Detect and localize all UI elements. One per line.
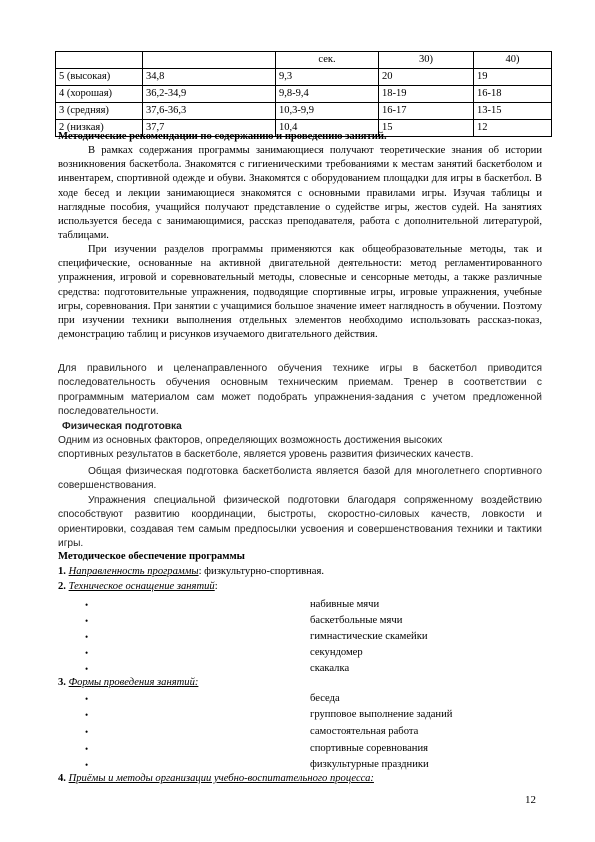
table-cell: 19 bbox=[474, 69, 552, 86]
section-2 bbox=[58, 580, 218, 594]
section-label: Техническое оснащение занятий bbox=[68, 581, 215, 592]
paragraph-special-training: Упражнения специальной физической подготовки благодаря сопряженному воздействию способствуют развитию координации, быстроты, скоростно-силовых качеств, ловкости и ориентировки, создавая тем самым предпосылки усвоения и совершенствования техники и тактики игры. bbox=[58, 495, 542, 550]
bullet-icon: • bbox=[85, 664, 89, 674]
form-item: самостоятельная работа bbox=[310, 726, 419, 737]
table-cell: 40) bbox=[474, 52, 552, 69]
table-cell: 4 (хорошая) bbox=[56, 86, 143, 103]
section-number: 1. bbox=[58, 566, 66, 577]
equipment-item: набивные мячи bbox=[310, 599, 380, 610]
table-cell: 13-15 bbox=[474, 103, 552, 120]
form-item: беседа bbox=[310, 693, 340, 704]
table-cell: сек. bbox=[276, 52, 379, 69]
bullet-icon: • bbox=[85, 710, 89, 720]
bullet-icon: • bbox=[85, 600, 89, 610]
page-number: 12 bbox=[525, 794, 536, 806]
bullet-icon: • bbox=[85, 727, 89, 737]
section-value: : физкультурно-спортивная. bbox=[198, 566, 325, 577]
bullet-icon: • bbox=[85, 760, 89, 770]
bullet-icon: • bbox=[85, 648, 89, 658]
table-cell: 34,8 bbox=[143, 69, 276, 86]
table-row bbox=[56, 86, 552, 103]
table-cell: 37,6-36,3 bbox=[143, 103, 276, 120]
section-number: 2. bbox=[58, 581, 66, 592]
table-cell: 15 bbox=[379, 120, 474, 137]
physical-training-title: Физическая подготовка bbox=[62, 421, 182, 432]
table-cell: 16-18 bbox=[474, 86, 552, 103]
form-item: спортивные соревнования bbox=[310, 743, 429, 754]
table-cell: 10,3-9,9 bbox=[276, 103, 379, 120]
table-cell: 16-17 bbox=[379, 103, 474, 120]
section-3 bbox=[58, 676, 198, 690]
paragraph-physical-factors: Одним из основных факторов, определяющих возможность достижения высоких спортивных результатов в баскетболе, является уровень развития физических качеств. bbox=[58, 435, 474, 461]
table-cell: 9,8-9,4 bbox=[276, 86, 379, 103]
section-label: Формы проведения занятий: bbox=[68, 677, 199, 688]
bullet-icon: • bbox=[85, 694, 89, 704]
program-support-title: Методическое обеспечение программы bbox=[58, 551, 245, 562]
section-label: Направленность программы bbox=[68, 566, 199, 577]
equipment-item: баскетбольные мячи bbox=[310, 615, 403, 626]
paragraph-technique-order: Для правильного и целенаправленного обучения технике игры в баскетбол приводится последовательность обучения основным техническим приемам. Тренер в соответствии с программным материалом сам может подобрать упражнения-задания с учетом предложенной последовательности. bbox=[58, 363, 542, 418]
section-number: 4. bbox=[58, 773, 66, 784]
bullet-icon: • bbox=[85, 744, 89, 754]
table-cell bbox=[143, 52, 276, 69]
table-cell: 37,7 bbox=[143, 120, 276, 137]
method-recommendations-title: Методические рекомендации по содержанию и проведению занятий. bbox=[58, 131, 387, 142]
table-cell: 9,3 bbox=[276, 69, 379, 86]
norms-table bbox=[55, 51, 552, 137]
table-row bbox=[56, 69, 552, 86]
paragraph-methods: При изучении разделов программы применяются как общеобразовательные методы, так и специфические, основанные на активной двигательной деятельности: метод регламентированного упражнения, игровой и соревновательный методы, словесные и сенсорные методы, а также различные средства: подготовительные упражнения, подводящие спортивные игры, игровые упражнения, учебные игры, соревнования. При занятии с учащимися большое значение имеет наглядность в обучении. Поэтому при изучении техники выполнения отдельных элементов необходимо использовать рассказ-показ, демонстрацию таблиц и рисунков изучаемого двигательного действия. bbox=[58, 244, 542, 341]
equipment-item: скакалка bbox=[310, 663, 350, 674]
table-cell: 2 (низкая) bbox=[56, 120, 143, 137]
form-item: групповое выполнение заданий bbox=[310, 709, 453, 720]
table-header-row bbox=[56, 52, 552, 69]
equipment-item: гимнастические скамейки bbox=[310, 631, 428, 642]
section-4 bbox=[58, 772, 374, 786]
bullet-icon: • bbox=[85, 616, 89, 626]
section-label: Приёмы и методы организации учебно-воспитательного процесса: bbox=[68, 773, 374, 784]
table-cell: 18-19 bbox=[379, 86, 474, 103]
paragraph-theory: В рамках содержания программы занимающиеся получают теоретические знания об истории возникновения баскетбола. Знакомятся с гигиеническими требованиями к местам занятий баскетболом и инвентарем, спортивной одежде и обуви. Знакомятся с оборудованием площадки для игры в баскетбол. В ходе бесед и лекции занимающиеся знакомятся с основными правилами игры. Изучая таблицы и наглядные пособия, учащийся получают представление о судействе игры, жестов судей. На занятиях используется беседа с занимающимися, рассказ преподавателя, работа с дополнительной литературой, таблицами. bbox=[58, 145, 542, 242]
table-cell: 20 bbox=[379, 69, 474, 86]
table-cell: 12 bbox=[474, 120, 552, 137]
table-cell: 30) bbox=[379, 52, 474, 69]
table-cell: 5 (высокая) bbox=[56, 69, 143, 86]
form-item: физкультурные праздники bbox=[310, 759, 429, 770]
equipment-item: секундомер bbox=[310, 647, 363, 658]
paragraph-general-training: Общая физическая подготовка баскетболиста является базой для многолетнего спортивного совершенствования. bbox=[58, 466, 542, 492]
table-cell: 36,2-34,9 bbox=[143, 86, 276, 103]
section-colon: : bbox=[214, 581, 218, 592]
table-cell bbox=[56, 52, 143, 69]
bullet-icon: • bbox=[85, 632, 89, 642]
section-1 bbox=[58, 565, 324, 579]
section-number: 3. bbox=[58, 677, 66, 688]
table-row bbox=[56, 103, 552, 120]
table-cell: 10,4 bbox=[276, 120, 379, 137]
table-cell: 3 (средняя) bbox=[56, 103, 143, 120]
